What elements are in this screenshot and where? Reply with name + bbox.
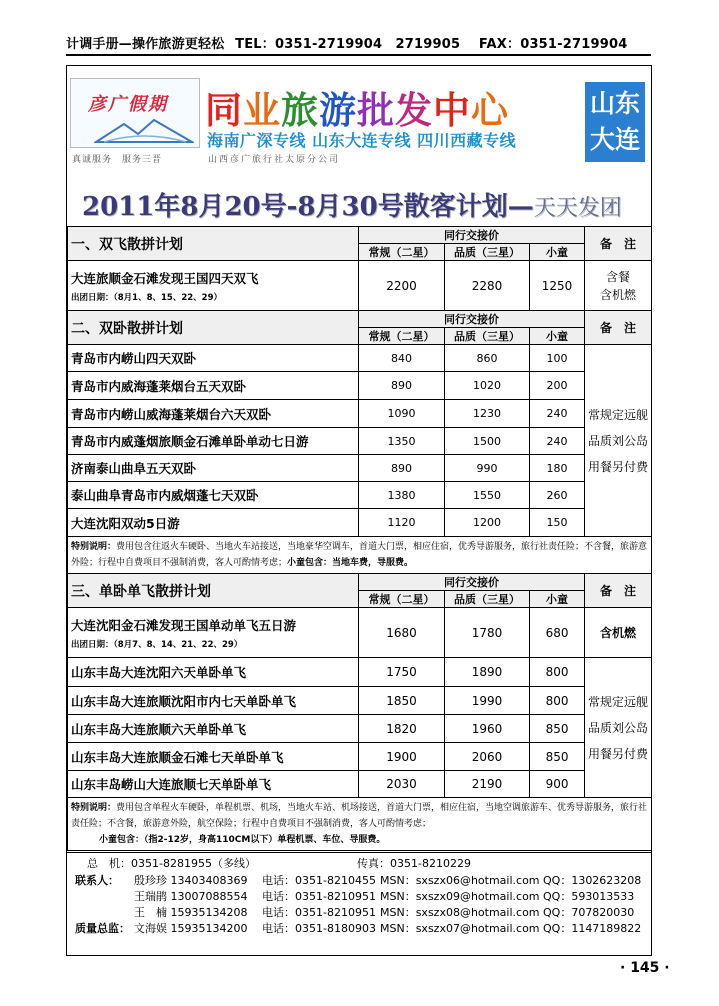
contact-name: 殷珍珍 13403408369 (134, 874, 248, 887)
route-name: 大连沈阳双动5日游 (68, 509, 359, 537)
price-quality: 1960 (445, 715, 530, 743)
contact-msn: MSN：sxszx09@hotmail.com (380, 890, 540, 903)
route-name: 青岛市内崂山威海蓬莱烟台六天双卧 (68, 400, 359, 428)
price-quality: 990 (445, 455, 530, 482)
price-group-header: 同行交接价 (359, 227, 585, 244)
price-standard: 890 (359, 372, 445, 400)
main-title-char: 心 (471, 89, 509, 132)
col-child: 小童 (530, 328, 585, 345)
price-quality: 860 (445, 345, 530, 372)
main-phone: 总 机：0351-8281955（多线） (87, 857, 256, 870)
price-child: 850 (530, 743, 585, 771)
price-quality: 2060 (445, 743, 530, 771)
top-slogan: 计调手册—操作旅游更轻松 (66, 37, 225, 52)
col-quality: 品质（三星） (445, 244, 530, 261)
main-title-char: 旅 (281, 89, 319, 132)
main-title (205, 80, 509, 134)
price-quality: 1200 (445, 509, 530, 537)
col-child: 小童 (530, 591, 585, 608)
contact-name: 文海娱 15935134200 (134, 922, 248, 935)
remark-cell: 常规定远舰品质刘公岛用餐另付费 (585, 658, 652, 798)
section-header-row (68, 574, 652, 591)
price-child: 240 (530, 428, 585, 455)
plan-title (82, 186, 622, 223)
price-standard: 1120 (359, 509, 445, 537)
table-row (68, 608, 652, 658)
plan-title-main: 2011年8月20号-8月30号散客计划— (82, 192, 534, 222)
price-child: 800 (530, 658, 585, 687)
logo-text: 彦广假期 (88, 94, 168, 115)
note-text: 费用包含单程火车硬卧，单程机票、机场，当地火车站、机场接送，首道大门票，相应住宿，当地空调旅游车、优秀导游服务，旅行社责任险；不含餐，旅游意外险，航空保险；行程中自费项目不强制消费，客人可酌情考虑； (71, 803, 648, 829)
col-quality: 品质（三星） (445, 328, 530, 345)
price-standard: 2030 (359, 771, 445, 798)
contact-tel: 电话：0351-8210951 (262, 890, 376, 903)
route-name: 山东丰岛大连沈阳六天单卧单飞 (68, 658, 359, 687)
price-quality: 1230 (445, 400, 530, 428)
route-name (68, 608, 359, 658)
price-quality: 2280 (445, 261, 530, 311)
main-title-char: 中 (433, 89, 471, 132)
special-note (68, 798, 652, 851)
section-title: 一、双飞散拼计划 (68, 227, 359, 261)
price-standard: 1850 (359, 687, 445, 715)
logo-subtitle: 真诚服务 服务三晋 (72, 155, 163, 165)
price-child: 180 (530, 455, 585, 482)
route-name: 山东丰岛大连旅顺沈阳市内七天单卧单飞 (68, 687, 359, 715)
main-fax: 传真：0351-8210229 (357, 857, 471, 870)
price-quality: 1780 (445, 608, 530, 658)
top-tel: TEL：0351-2719904 2719905 (235, 37, 461, 52)
contact-msn: MSN：sxszx08@hotmail.com (380, 906, 540, 919)
section-title: 二、双卧散拼计划 (68, 311, 359, 345)
mountain-logo-icon (94, 118, 194, 144)
note-child: 小童包含：（指2-12岁，身高110CM以下）单程机票、车位、导服费。 (99, 835, 386, 845)
top-strip (66, 33, 651, 53)
contact-role: 联系人： (75, 874, 119, 887)
plan-title-sub: 天天发团 (533, 196, 622, 221)
table-row (68, 428, 652, 455)
special-note (68, 537, 652, 574)
note-row (68, 798, 652, 851)
route-name: 山东丰岛大连旅顺六天单卧单飞 (68, 715, 359, 743)
price-child: 680 (530, 608, 585, 658)
price-child: 260 (530, 482, 585, 509)
price-standard: 1350 (359, 428, 445, 455)
col-standard: 常规（二星） (359, 591, 445, 608)
route-name: 青岛市内崂山四天双卧 (68, 345, 359, 372)
table-row (68, 509, 652, 537)
departure-dates: 出团日期：（8月1、8、15、22、29） (71, 292, 222, 303)
route-name (68, 261, 359, 311)
table-row (68, 455, 652, 482)
table-row (68, 658, 652, 687)
main-title-char: 游 (319, 89, 357, 132)
price-quality: 1550 (445, 482, 530, 509)
section-title: 三、单卧单飞散拼计划 (68, 574, 359, 608)
price-child: 850 (530, 715, 585, 743)
table-row (68, 261, 652, 311)
agency-name: 山西彦广旅行社太原分公司 (208, 155, 341, 165)
sub-title: 海南广深专线 山东大连专线 四川西藏专线 (207, 131, 517, 150)
col-standard: 常规（二星） (359, 244, 445, 261)
price-group-header: 同行交接价 (359, 311, 585, 328)
table-row (68, 482, 652, 509)
table-row (68, 687, 652, 715)
price-child: 100 (530, 345, 585, 372)
contact-role: 质量总监： (75, 922, 130, 935)
corner-badge-line: 山东 (589, 89, 640, 118)
table-row (68, 743, 652, 771)
note-label: 特别说明： (71, 803, 117, 813)
price-child: 200 (530, 372, 585, 400)
remark-cell: 含餐 含机燃 (585, 261, 652, 311)
route-name: 山东丰岛大连旅顺金石滩七天单卧单飞 (68, 743, 359, 771)
price-standard: 1380 (359, 482, 445, 509)
price-standard: 1820 (359, 715, 445, 743)
contact-qq: QQ：1147189822 (543, 922, 642, 935)
top-fax: FAX：0351-2719904 (478, 37, 628, 52)
section-header-row (68, 311, 652, 328)
page-number: · 145 · (620, 960, 670, 976)
price-standard: 1750 (359, 658, 445, 687)
route-name-text: 大连旅顺金石滩发现王国四天双飞 (71, 270, 259, 286)
contact-tel: 电话：0351-8210951 (262, 906, 376, 919)
price-standard: 1900 (359, 743, 445, 771)
departure-dates: 出团日期：（8月7、8、14、21、22、29） (71, 639, 243, 650)
table-row (68, 771, 652, 798)
contact-msn: MSN：sxszx07@hotmail.com (380, 922, 540, 935)
contact-block (67, 852, 651, 937)
price-standard: 2200 (359, 261, 445, 311)
route-name: 山东丰岛崂山大连旅顺七天单卧单飞 (68, 771, 359, 798)
contact-qq: QQ：1302623208 (543, 874, 642, 887)
corner-badge-line: 大连 (589, 125, 640, 154)
remark-header: 备注 (585, 227, 652, 261)
col-standard: 常规（二星） (359, 328, 445, 345)
table-row (68, 345, 652, 372)
price-table (67, 226, 652, 851)
route-name: 青岛市内威蓬烟旅顺金石滩单卧单动七日游 (68, 428, 359, 455)
corner-badge (585, 82, 645, 162)
main-title-char: 同 (205, 89, 243, 132)
route-name: 青岛市内威海蓬莱烟台五天双卧 (68, 372, 359, 400)
remark-header: 备注 (585, 311, 652, 345)
price-standard: 1090 (359, 400, 445, 428)
price-quality: 1990 (445, 687, 530, 715)
table-row (68, 400, 652, 428)
main-title-char: 发 (395, 89, 433, 132)
section-header-row (68, 227, 652, 244)
remark-cell: 含机燃 (585, 608, 652, 658)
table-row (68, 715, 652, 743)
price-child: 150 (530, 509, 585, 537)
contact-qq: QQ：593013533 (543, 890, 635, 903)
col-quality: 品质（三星） (445, 591, 530, 608)
note-label: 特别说明： (71, 542, 117, 552)
main-title-char: 批 (357, 89, 395, 132)
route-name: 泰山曲阜青岛市内威烟蓬七天双卧 (68, 482, 359, 509)
contact-tel: 电话：0351-8210455 (262, 874, 376, 887)
note-text: 费用包含往返火车硬卧、当地火车站接送，当地豪华空调车，首道大门票，相应住宿，优秀导游服务，旅行社责任险；不含餐，旅游意外险；行程中自费项目不强制消费，客人可酌情考虑； (71, 542, 648, 568)
route-name-text: 大连沈阳金石滩发现王国单动单飞五日游 (71, 617, 297, 633)
remark-header: 备注 (585, 574, 652, 608)
route-name: 济南泰山曲阜五天双卧 (68, 455, 359, 482)
price-group-header: 同行交接价 (359, 574, 585, 591)
price-standard: 1680 (359, 608, 445, 658)
contact-msn: MSN：sxszx06@hotmail.com (380, 874, 540, 887)
contact-tel: 电话：0351-8180903 (262, 922, 376, 935)
contact-name: 王瑞鹃 13007088554 (134, 890, 248, 903)
price-child: 900 (530, 771, 585, 798)
price-child: 1250 (530, 261, 585, 311)
main-title-char: 业 (243, 89, 281, 132)
contact-qq: QQ：707820030 (543, 906, 635, 919)
price-quality: 2190 (445, 771, 530, 798)
contact-name: 王 楠 15935134208 (134, 906, 248, 919)
price-quality: 1890 (445, 658, 530, 687)
note-child: 小童包含：当地车费，导服费。 (287, 558, 414, 568)
price-quality: 1500 (445, 428, 530, 455)
col-child: 小童 (530, 244, 585, 261)
price-child: 800 (530, 687, 585, 715)
top-divider (66, 54, 651, 56)
note-row (68, 537, 652, 574)
price-standard: 840 (359, 345, 445, 372)
price-quality: 1020 (445, 372, 530, 400)
table-row (68, 372, 652, 400)
remark-cell: 常规定远舰品质刘公岛用餐另付费 (585, 345, 652, 537)
price-standard: 890 (359, 455, 445, 482)
price-child: 240 (530, 400, 585, 428)
